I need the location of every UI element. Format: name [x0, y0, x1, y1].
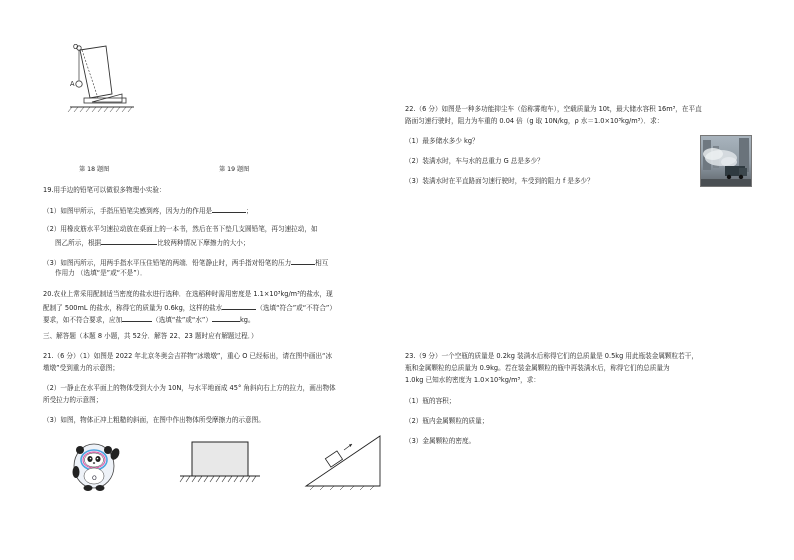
q19-part3-text-a: （3）如图丙所示，用两手指水平压住铅笔的两端．铅笔静止时，两手指对铅笔的压力: [43, 259, 292, 267]
q19-stem: 19.用手边的铅笔可以做很多物理小实验：: [43, 186, 166, 194]
q20-answer-blank-3[interactable]: [212, 314, 240, 322]
q19-part3-line2: 作用力 （选填“是”或“不是”）．: [55, 269, 147, 277]
q20-line2-text-b: （选填“符合”或“不符合”）: [256, 304, 336, 312]
q19-answer-blank-2[interactable]: [101, 237, 157, 245]
q23-line3: 1.0kg 已知水的密度为 1.0×10³kg/m³，求：: [405, 376, 540, 384]
q20-answer-blank-1[interactable]: [222, 302, 256, 310]
q19-answer-blank-3[interactable]: [291, 257, 315, 265]
figure-label-o: O: [73, 43, 79, 51]
q20-line1: 20.农业上常采用配制适当密度的盐水进行选种．在选稻种时需用密度是 1.1×10³kg/m³的盐水，现: [43, 290, 333, 298]
figure-19-caption: 第 19 题图: [219, 166, 250, 173]
block-on-ground-figure: [180, 438, 260, 488]
q19-part2-line2: [55, 237, 249, 248]
q20-line2-text-a: 配制了 500mL 的盐水，称得它的质量为 0.6kg，这样的盐水: [43, 304, 223, 312]
q20-line3-text-a: 要求，如不符合要求，应加: [43, 316, 123, 324]
q22-sub2: （2）装满水时，车与水的总重力 G 总是多少？: [405, 157, 544, 165]
q21-line3: （2）一静止在水平面上的物体受到大小为 10N，与水平地面成 45° 角斜向右上方的拉力，画出物体: [43, 384, 336, 392]
q19-answer-blank-1[interactable]: [212, 205, 246, 213]
figure-label-a: A: [70, 80, 75, 88]
q22-line2: 路面匀速行驶时，阻力为车重的 0.04 倍（g 取 10N/kg，ρ 水＝1.0×10³kg/m³）．求：: [405, 117, 664, 125]
mascot-center-of-gravity-label: O: [92, 475, 97, 482]
q22-line1: 22.（6 分）如图是一种多功能抑尘车（俗称雾炮车），空载质量为 10t，最大储水容积 16m³，在平直: [405, 105, 702, 113]
q20-line3-text-b: （选填“盐”或“水”）: [152, 316, 212, 324]
q23-line1: 23.（9 分）一个空瓶的质量是 0.2kg 装满水后称得它们的总质量是 0.5kg 用此瓶装金属颗粒若干，: [405, 352, 698, 360]
q21-line5: （3）如图，物体正冲上粗糙的斜面，在图中作出物体所受摩擦力的示意图。: [43, 416, 265, 424]
section-3-heading: 三、解答题（本题 8 小题，共 52分．解答 22、23 题时应有解题过程．）: [43, 332, 258, 340]
q19-part2-text-a: 图乙所示，根据: [55, 239, 102, 247]
q19-part2-text-b: 比较两种情况下摩擦力的大小；: [157, 239, 250, 247]
q21-line2: 墩墩”受到重力的示意图；: [43, 364, 119, 372]
q19-part2-line1: （2）用橡皮筋水平匀速拉动放在桌面上的一本书，然后在书下垫几支圆铅笔，再匀速拉动，如: [43, 225, 318, 233]
q20-answer-blank-2[interactable]: [122, 314, 152, 322]
q20-line2: [43, 302, 336, 313]
mascot-illustration: [66, 438, 126, 498]
q23-sub3: （3）金属颗粒的密度。: [405, 437, 476, 445]
q19-part1: [43, 205, 253, 216]
q20-line3-text-c: kg。: [239, 316, 255, 324]
q22-sub3: （3）装满水时在平直路面匀速行驶时，车受到的阻力 f 是多少？: [405, 177, 594, 185]
q19-part3-line1: [43, 257, 328, 268]
block-on-incline-figure: [300, 428, 386, 488]
q19-part3-text-b: 相互: [315, 259, 329, 267]
q19-part1-text: （1）如图甲所示，手指压铅笔尖感到疼，因为力的作用是: [43, 207, 213, 215]
fog-cannon-truck-photo: [700, 135, 752, 187]
q23-line2: 瓶和金属颗粒的总质量为 0.9kg。若在装金属颗粒的瓶中再装满水后，称得它们的总质量为: [405, 364, 670, 372]
q21-line4: 所受拉力的示意图；: [43, 396, 103, 404]
q22-sub1: （1）最多储水多少 kg？: [405, 137, 479, 145]
figure-18-caption: 第 18 题图: [79, 166, 110, 173]
q23-sub2: （2）瓶内金属颗粒的质量；: [405, 417, 489, 425]
q23-sub1: （1）瓶的容积；: [405, 397, 456, 405]
q20-line3: [43, 314, 255, 325]
q21-line1: 21.（6 分）（1）如图是 2022 年北京冬奥会吉祥物“冰墩墩”，重心 O 已经标出，请在图中画出“冰: [43, 352, 333, 360]
q19-part1-end: ；: [246, 207, 253, 215]
